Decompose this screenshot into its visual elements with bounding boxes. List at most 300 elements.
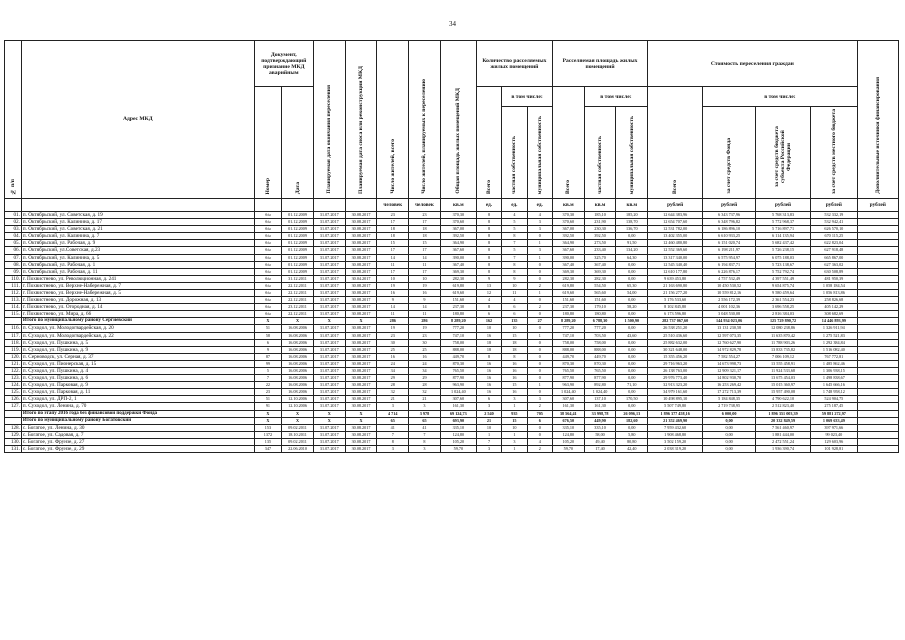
value-cell: 31.07.2017 [313, 325, 345, 332]
value-cell: 1 306 938,15 [811, 368, 858, 375]
value-cell: 369,30 [584, 268, 616, 275]
table-row [5, 403, 899, 410]
value-cell: 8 [476, 219, 501, 226]
header-total-area: Общая площадь жилых помещений МКД [440, 41, 476, 199]
value-cell: 31.07.2017 [313, 431, 345, 438]
value-cell: 627 363,02 [811, 261, 858, 268]
value-cell: 0 [527, 346, 552, 353]
value-cell: 16.08.2006 [282, 332, 314, 339]
value-cell: 14 [377, 254, 409, 261]
address-cell: п. Суходол, ул. Молодогвардейская, д. 20 [21, 325, 254, 332]
page-number: 34 [449, 20, 456, 28]
value-cell: б/н [254, 275, 282, 282]
value-cell: 31.07.2017 [313, 360, 345, 367]
value-cell: 6 [476, 311, 501, 318]
value-cell: б/н [254, 211, 282, 218]
value-cell: 21 [377, 396, 409, 403]
value-cell: 3 [476, 403, 501, 410]
address-cell: п. Октябрьский, ул. Калинина, д. 7 [21, 233, 254, 240]
value-cell: 14 972 829,78 [703, 346, 756, 353]
value-cell: 3 [409, 446, 441, 453]
value-cell: 8 [476, 211, 501, 218]
value-cell: 888,00 [584, 346, 616, 353]
table-row [5, 211, 899, 218]
value-cell: 16.08.2006 [282, 353, 314, 360]
value-cell: 3 [502, 438, 527, 445]
value-cell: 258 826,68 [811, 297, 858, 304]
value-cell: 9 [254, 346, 282, 353]
relocation-table [4, 40, 899, 453]
value-cell: 01.12.2009 [282, 254, 314, 261]
value-cell: 1 069 633,49 [811, 417, 858, 424]
value-cell: 17 [409, 247, 441, 254]
row-number: 115. [5, 311, 22, 318]
value-cell: 7 [377, 431, 409, 438]
value-cell: 10 [377, 275, 409, 282]
value-cell: 31.07.2017 [313, 275, 345, 282]
value-cell: 1 [527, 332, 552, 339]
value-cell: 91,50 [616, 240, 648, 247]
value-cell: 233,40 [584, 247, 616, 254]
value-cell: 2 [527, 403, 552, 410]
value-cell [857, 297, 898, 304]
value-cell [857, 389, 898, 396]
value-cell: 7 [476, 438, 501, 445]
value-cell: 5,80 [616, 431, 648, 438]
value-cell: 11 [409, 311, 441, 318]
value-cell: 397 971,66 [811, 424, 858, 431]
value-cell: 0 [527, 360, 552, 367]
value-cell: 49,40 [584, 438, 616, 445]
value-cell: 282,30 [440, 275, 476, 282]
value-cell: 12 552 369,60 [648, 247, 703, 254]
value-cell: 41 [409, 424, 441, 431]
value-cell: 13 131 230,58 [703, 325, 756, 332]
value-cell: 367,40 [552, 261, 584, 268]
value-cell: 09.02.2011 [282, 424, 314, 431]
value-cell: 170,50 [616, 396, 648, 403]
header-row-1 [5, 41, 899, 87]
value-cell: X [254, 410, 282, 417]
value-cell: 29 976 773,40 [648, 375, 703, 382]
value-cell: 12 760 627,90 [703, 339, 756, 346]
value-cell: X [254, 318, 282, 325]
value-cell: 6 173 596,80 [648, 311, 703, 318]
address-cell: п. Суходол, ул. Пионерская, д. 15 [21, 360, 254, 367]
value-cell: 21 163 690,80 [648, 282, 703, 289]
unit-cell: рублей [756, 198, 811, 211]
value-cell: 9 580 459,64 [756, 289, 811, 296]
value-cell: 2 [527, 446, 552, 453]
value-cell: 2 472 551,24 [756, 438, 811, 445]
value-cell [857, 304, 898, 311]
value-cell: 2 816 384,03 [756, 311, 811, 318]
value-cell: 13 675 454,03 [756, 375, 811, 382]
value-cell: 30.08.2017 [345, 311, 377, 318]
value-cell [857, 396, 898, 403]
value-cell [857, 318, 898, 325]
header-area-group: Расселяемая площадь жилых помещений [552, 41, 647, 87]
value-cell: 2 [527, 282, 552, 289]
value-cell: 16 [476, 389, 501, 396]
value-cell: 9 654 875,74 [756, 282, 811, 289]
value-cell: 8 [502, 233, 527, 240]
row-number: 04. [5, 233, 22, 240]
value-cell: 30.08.2017 [345, 261, 377, 268]
value-cell: 335,10 [584, 424, 616, 431]
value-cell: 59 881 272,97 [811, 410, 858, 417]
value-cell: 1 [476, 431, 501, 438]
value-cell: 21 [409, 396, 441, 403]
value-cell: 01.12.2009 [282, 247, 314, 254]
value-cell: 18 [502, 339, 527, 346]
value-cell: б/н [254, 247, 282, 254]
value-cell: 0,00 [616, 424, 648, 431]
value-cell: 15 355 456,20 [648, 353, 703, 360]
value-cell: 30.08.2017 [345, 375, 377, 382]
value-cell: 32 [377, 389, 409, 396]
value-cell: 481 950,39 [811, 275, 858, 282]
table-row [5, 268, 899, 275]
value-cell: 26 538 251,20 [648, 325, 703, 332]
value-cell: 5 184 848,35 [703, 396, 756, 403]
value-cell: 16 [476, 368, 501, 375]
value-cell: 0 [527, 268, 552, 275]
value-cell: 30.08.2017 [345, 396, 377, 403]
value-cell: 11 [377, 311, 409, 318]
value-cell: 3 [476, 446, 501, 453]
row-number: 126. [5, 396, 22, 403]
value-cell: 01.12.2009 [282, 211, 314, 218]
value-cell: 449,70 [552, 353, 584, 360]
value-cell: 30.08.2017 [345, 211, 377, 218]
value-cell [857, 353, 898, 360]
value-cell: 51 [254, 396, 282, 403]
table-row [5, 304, 899, 311]
header-cost-group: Стоимость переселения граждан [648, 41, 857, 87]
value-cell: 6 575 954,97 [703, 254, 756, 261]
value-cell: 9 [476, 275, 501, 282]
value-cell [857, 368, 898, 375]
row-number: 112. [5, 289, 22, 296]
value-cell: 14 802 930,70 [703, 375, 756, 382]
value-cell: 3 978 [409, 410, 441, 417]
value-cell: 2 556 172,39 [703, 297, 756, 304]
value-cell: 2 540 [476, 410, 501, 417]
value-cell: 449,70 [440, 353, 476, 360]
value-cell: 99 023,40 [811, 431, 858, 438]
value-cell: 10 [476, 424, 501, 431]
value-cell: 15 [377, 240, 409, 247]
value-cell: 30.04.2017 [345, 275, 377, 282]
value-cell: 963,90 [552, 382, 584, 389]
value-cell: 18 [409, 226, 441, 233]
value-cell: 6 610 933,25 [703, 233, 756, 240]
unit-cell: кв.м [552, 198, 584, 211]
value-cell: 8 [476, 233, 501, 240]
value-cell: 31.07.2017 [313, 424, 345, 431]
value-cell: 16 [409, 353, 441, 360]
value-cell: 16.08.2006 [282, 325, 314, 332]
value-cell: 0,00 [616, 261, 648, 268]
value-cell: 3 [527, 219, 552, 226]
value-cell: 12 644 383,96 [648, 211, 703, 218]
value-cell: 627 918,48 [811, 247, 858, 254]
value-cell [857, 332, 898, 339]
header-rooms-group: Количество расселяемых жилых помещений [476, 41, 552, 87]
value-cell: 286 [377, 318, 409, 325]
value-cell: 3 [377, 446, 409, 453]
value-cell: 335,10 [552, 424, 584, 431]
value-cell: 01.12.2009 [282, 226, 314, 233]
value-cell: 0,00 [703, 424, 756, 431]
value-cell [857, 431, 898, 438]
value-cell: 12 460 480,80 [648, 240, 703, 247]
subtotal-row [5, 417, 899, 424]
address-cell: п. Суходол, ул. Пушкина, д. 5 [21, 339, 254, 346]
value-cell: 14 [377, 304, 409, 311]
address-cell: п. Октябрьский, ул.Советская, д.23 [21, 247, 254, 254]
value-cell: 12 080 238,86 [756, 325, 811, 332]
value-cell: 11 924 533,68 [756, 368, 811, 375]
value-cell: 21 156 277,20 [648, 289, 703, 296]
table-row [5, 311, 899, 318]
value-cell: 1 645 666,16 [811, 382, 858, 389]
value-cell [857, 289, 898, 296]
value-cell: 13 833 735,82 [756, 346, 811, 353]
value-cell: 370,30 [440, 211, 476, 218]
header-area-total: Всего [552, 87, 584, 199]
value-cell: 16 [409, 289, 441, 296]
value-cell: 144 934 023,06 [703, 318, 756, 325]
value-cell: 777,20 [584, 325, 616, 332]
value-cell: 19 [409, 325, 441, 332]
value-cell: 138,70 [616, 219, 648, 226]
value-cell: б/н [254, 233, 282, 240]
value-cell: 30.08.2017 [345, 389, 377, 396]
value-cell: 8 [476, 353, 501, 360]
value-cell: 6 194 837,71 [703, 261, 756, 268]
value-cell: 369,30 [552, 268, 584, 275]
value-cell: 162 [476, 318, 501, 325]
value-cell: 11 635 870,42 [756, 332, 811, 339]
value-cell: 105,20 [440, 438, 476, 445]
value-cell: 10 498 895,10 [648, 396, 703, 403]
value-cell: 0 [527, 431, 552, 438]
value-cell: 7 582 554,27 [703, 353, 756, 360]
value-cell: 30.08.2017 [345, 289, 377, 296]
value-cell: 3 [527, 247, 552, 254]
value-cell: 16 253 269,42 [703, 382, 756, 389]
value-cell: 41 [377, 424, 409, 431]
value-cell: 619,60 [552, 289, 584, 296]
value-cell: 23 [254, 389, 282, 396]
row-number: 05. [5, 240, 22, 247]
value-cell: 8 [476, 254, 501, 261]
value-cell: б/н [254, 219, 282, 226]
row-number: 121. [5, 360, 22, 367]
value-cell: 307,60 [440, 396, 476, 403]
value-cell: 10 [502, 325, 527, 332]
row-number: 131. [5, 446, 22, 453]
row-number [5, 410, 22, 417]
value-cell [857, 226, 898, 233]
address-cell: Итого по муниципальному району Сергиевский [21, 318, 254, 325]
address-cell: с. Богатое, ул. Садовая, д. 7 [21, 431, 254, 438]
header-address: Адрес МКД [21, 41, 254, 199]
value-cell: 2 719 738,95 [703, 403, 756, 410]
header-area-incl: в том числе: [584, 87, 647, 107]
value-cell: 0 [527, 325, 552, 332]
value-cell: 1 [502, 403, 527, 410]
value-cell: 1 024,40 [440, 389, 476, 396]
value-cell: 369,30 [440, 268, 476, 275]
value-cell: 151,60 [584, 297, 616, 304]
value-cell: 31.07.2017 [313, 438, 345, 445]
value-cell: 71,10 [616, 382, 648, 389]
value-cell: 15 [502, 332, 527, 339]
value-cell: 1 485 862,46 [811, 360, 858, 367]
value-cell: 180,80 [584, 311, 616, 318]
value-cell: 14 [409, 254, 441, 261]
value-cell: 124,80 [440, 431, 476, 438]
address-cell: г. Похвистнево, ул. Огородная, д. 14 [21, 304, 254, 311]
value-cell: 19 [409, 282, 441, 289]
address-cell: г. Похвистнево, ул. Мира, д. 66 [21, 311, 254, 318]
value-cell: 30.08.2017 [345, 297, 377, 304]
value-cell: 14 [409, 304, 441, 311]
row-number: 130. [5, 438, 22, 445]
address-cell: п. Суходол, ул. Парковая, д. 9 [21, 382, 254, 389]
value-cell: 51 [254, 325, 282, 332]
row-number: 06. [5, 247, 22, 254]
address-cell: п. Серноводск, ул. Серная, д. 37 [21, 353, 254, 360]
value-cell: 390,00 [552, 254, 584, 261]
value-cell: 151,60 [552, 297, 584, 304]
value-cell: 28 [409, 382, 441, 389]
value-cell: 0 [527, 339, 552, 346]
value-cell: 31.07.2017 [313, 311, 345, 318]
value-cell [857, 268, 898, 275]
value-cell: 30.08.2017 [345, 325, 377, 332]
row-number: 114. [5, 304, 22, 311]
value-cell: 16.08.2006 [282, 382, 314, 389]
value-cell: 532 942,41 [811, 219, 858, 226]
value-cell: 5 716 897,71 [756, 226, 811, 233]
value-cell: 0,00 [616, 339, 648, 346]
row-number: 119. [5, 346, 22, 353]
value-cell: 30.08.2017 [345, 382, 377, 389]
value-cell: 1 [502, 446, 527, 453]
row-number: 110. [5, 275, 22, 282]
value-cell: 1 516 082,40 [811, 346, 858, 353]
value-cell: б/н [254, 254, 282, 261]
table-row [5, 275, 899, 282]
address-cell: п. Суходол, ул. Парковая, д. 11 [21, 389, 254, 396]
row-number: 08. [5, 261, 22, 268]
value-cell: 5 [502, 247, 527, 254]
value-cell: 80,80 [616, 438, 648, 445]
value-cell: 4 757 532,49 [703, 275, 756, 282]
value-cell: 153 [254, 424, 282, 431]
value-cell [857, 375, 898, 382]
value-cell: 870,30 [584, 360, 616, 367]
value-cell: 27 [527, 318, 552, 325]
value-cell: 619,80 [552, 282, 584, 289]
value-cell: 31.07.2017 [313, 403, 345, 410]
value-cell [857, 240, 898, 247]
value-cell: 16 [476, 382, 501, 389]
value-cell: 34 [377, 368, 409, 375]
value-cell [857, 382, 898, 389]
value-cell: X [282, 410, 314, 417]
value-cell: 161,30 [584, 403, 616, 410]
value-cell: 13 402 355,00 [648, 233, 703, 240]
value-cell: 282,30 [584, 275, 616, 282]
value-cell: 1 [527, 289, 552, 296]
value-cell: 31.07.2017 [313, 226, 345, 233]
value-cell: 230,30 [584, 226, 616, 233]
value-cell: 524 904,75 [811, 396, 858, 403]
value-cell: 136,70 [616, 226, 648, 233]
table-row [5, 247, 899, 254]
value-cell: 1 275 521,83 [811, 332, 858, 339]
address-cell: п. Октябрьский, ул. Рабочая, д. 11 [21, 268, 254, 275]
value-cell: 8 289,20 [552, 318, 584, 325]
value-cell: 64,30 [616, 254, 648, 261]
value-cell [857, 438, 898, 445]
subtotal-row [5, 318, 899, 325]
value-cell: X [345, 318, 377, 325]
value-cell: 16 [377, 353, 409, 360]
row-number: 07. [5, 254, 22, 261]
value-cell: 626 570,10 [811, 226, 858, 233]
value-cell: 16.08.2006 [282, 389, 314, 396]
value-cell: 18 [409, 233, 441, 240]
table-row [5, 289, 899, 296]
header-doc-group: Документ, подтверждающий признание МКД аварийным [254, 41, 313, 87]
value-cell: 1 498 838,67 [811, 375, 858, 382]
header-cost-total: Всего [648, 87, 703, 199]
value-cell: 8 [377, 438, 409, 445]
unit-cell: кв.м [440, 198, 476, 211]
row-number [5, 417, 22, 424]
value-cell: 13 317 340,00 [648, 254, 703, 261]
subtotal-row [5, 410, 899, 417]
value-cell: 3 [527, 396, 552, 403]
row-number: 111. [5, 282, 22, 289]
value-cell: 286 [409, 318, 441, 325]
value-cell: 390,00 [440, 254, 476, 261]
value-cell: 392,50 [552, 233, 584, 240]
value-cell: 670 115,25 [811, 233, 858, 240]
value-cell: 31.07.2017 [313, 297, 345, 304]
value-cell: 1 896 351 003,39 [756, 410, 811, 417]
value-cell: X [254, 417, 282, 424]
value-cell: 34 [409, 368, 441, 375]
value-cell: 2 361 554,23 [756, 297, 811, 304]
value-cell: X [282, 417, 314, 424]
value-cell: б/н [254, 240, 282, 247]
value-cell: 0,00 [616, 360, 648, 367]
value-cell: 0,00 [616, 325, 648, 332]
value-cell: 17 [409, 219, 441, 226]
value-cell: 17 [409, 268, 441, 275]
table-row [5, 368, 899, 375]
value-cell: 0 [527, 261, 552, 268]
value-cell: 0,00 [616, 346, 648, 353]
value-cell: 3 [409, 403, 441, 410]
